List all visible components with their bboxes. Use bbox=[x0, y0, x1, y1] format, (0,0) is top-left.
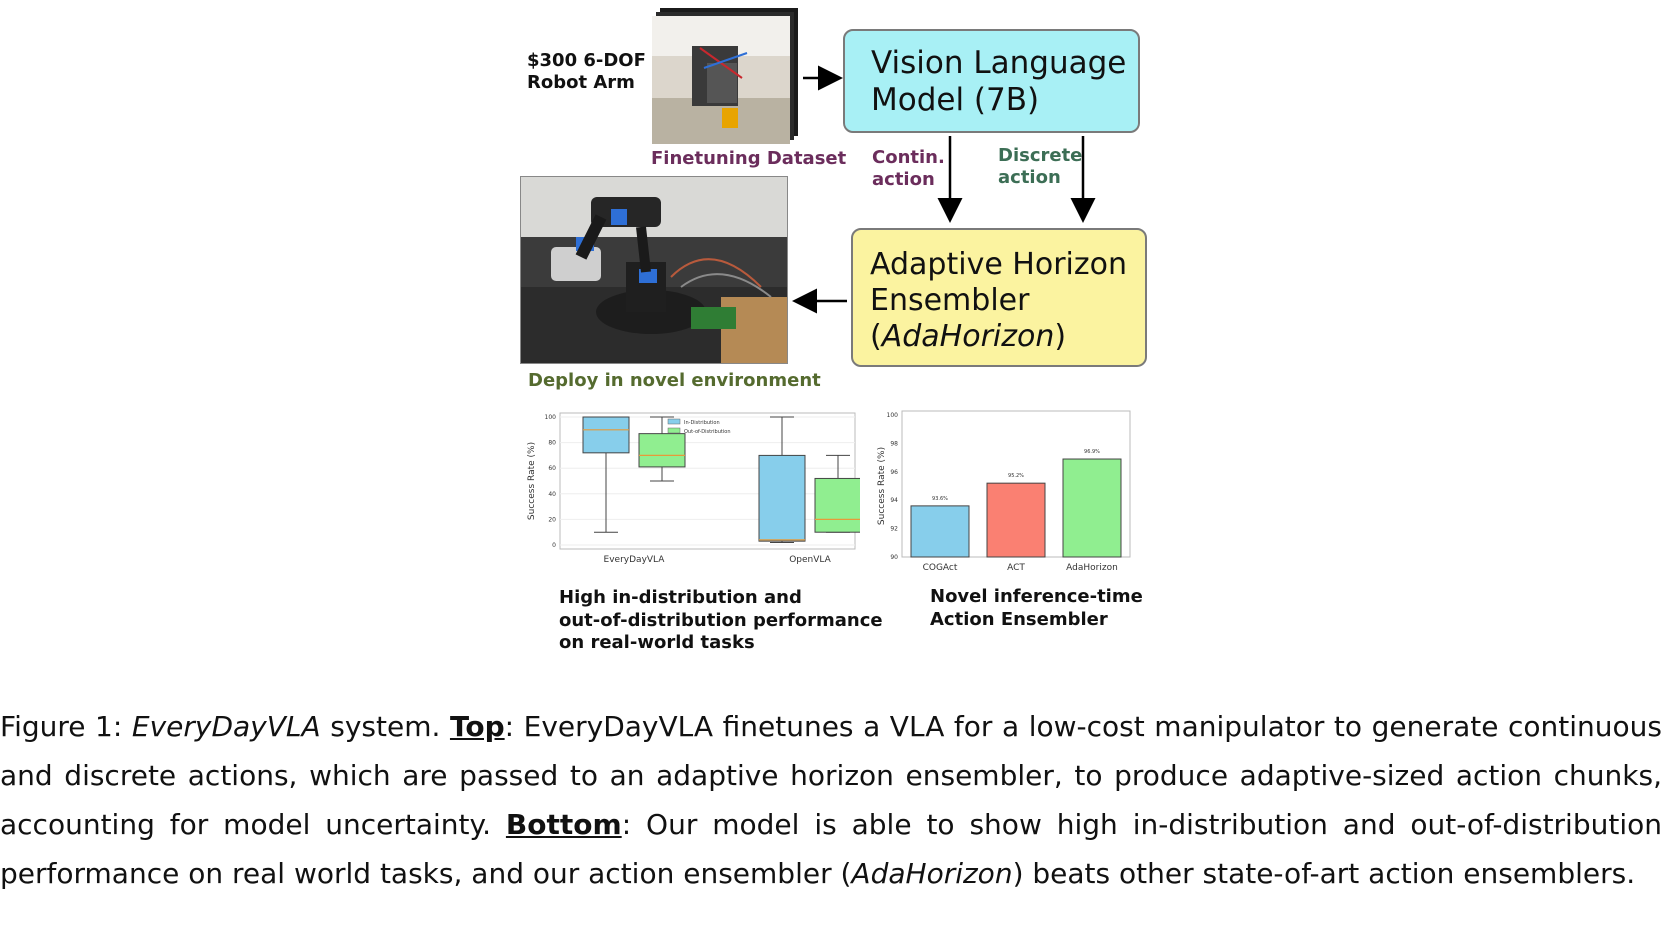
finetuning-dataset-label: Finetuning Dataset bbox=[651, 148, 847, 169]
caption-top-text: : EveryDayVLA finetunes a VLA for a low-cost manipulator to generate continuous and discrete actions, which are passed to an adaptive horizon ensembler, to produce adaptive-sized action chunks, accounting for model uncertainty. bbox=[0, 710, 1663, 841]
barchart-data-label: 95.2% bbox=[1008, 473, 1024, 480]
barchart-ytick: 96 bbox=[890, 468, 898, 476]
robot-arm-label-line1: $300 6-DOF bbox=[527, 50, 646, 71]
barchart-ytick: 92 bbox=[890, 525, 898, 533]
barchart-xtick: AdaHorizon bbox=[1066, 563, 1118, 573]
left-caption-line2: out-of-distribution performance bbox=[559, 609, 883, 631]
right-chart-caption bbox=[930, 586, 1143, 631]
boxplot-ytick: 80 bbox=[548, 439, 556, 447]
boxplot-legend-swatch bbox=[668, 428, 680, 433]
barchart-bar bbox=[911, 506, 969, 557]
figure-caption bbox=[0, 702, 1662, 898]
barchart-bar bbox=[1063, 459, 1121, 557]
caption-bottom-text-b: ) beats other state-of-art action ensemblers. bbox=[1012, 857, 1636, 890]
barchart bbox=[872, 405, 1137, 577]
boxplot-ytick: 20 bbox=[548, 516, 556, 524]
ada-close-paren: ) bbox=[1054, 319, 1067, 354]
left-caption-line3: on real-world tasks bbox=[559, 632, 755, 653]
barchart-ylabel: Success Rate (%) bbox=[877, 446, 887, 526]
barchart-ytick: 90 bbox=[890, 554, 898, 561]
boxplot-legend-label: In-Distribution bbox=[684, 420, 720, 426]
robot-arm-photo bbox=[521, 177, 787, 363]
ada-italic-name: AdaHorizon bbox=[881, 319, 1055, 354]
boxplot-box bbox=[639, 434, 685, 467]
ada-line2: Ensembler bbox=[870, 283, 1030, 318]
left-chart-caption bbox=[559, 587, 883, 655]
vlm-box bbox=[843, 29, 1140, 133]
discrete-line1: Discrete bbox=[998, 145, 1083, 166]
contin-line1: Contin. bbox=[872, 147, 945, 168]
vlm-line1: Vision Language bbox=[871, 45, 1127, 81]
caption-bottom-italic: AdaHorizon bbox=[851, 857, 1013, 890]
deploy-label: Deploy in novel environment bbox=[528, 370, 821, 391]
boxplot-ytick: 100 bbox=[544, 414, 556, 421]
boxplot-ylabel: Success Rate (%) bbox=[527, 441, 537, 521]
boxplot-chart bbox=[520, 405, 860, 575]
boxplot-box bbox=[815, 478, 860, 532]
barchart-xtick: COGAct bbox=[922, 563, 958, 573]
boxplot-legend-swatch bbox=[668, 419, 680, 424]
barchart-ytick: 100 bbox=[886, 412, 898, 419]
adahorizon-box bbox=[851, 228, 1147, 367]
boxplot-xtick: EveryDayVLA bbox=[603, 555, 665, 565]
boxplot-box bbox=[583, 417, 629, 453]
contin-action-label bbox=[872, 147, 945, 191]
barchart-data-label: 96.9% bbox=[1084, 449, 1100, 456]
contin-line2: action bbox=[872, 169, 935, 190]
right-caption-line1: Novel inference-time bbox=[930, 586, 1143, 607]
barchart-data-label: 93.6% bbox=[932, 495, 948, 502]
caption-system-name: EveryDayVLA bbox=[131, 710, 321, 743]
discrete-line2: action bbox=[998, 167, 1061, 188]
barchart-bar bbox=[987, 483, 1045, 557]
vlm-line2: Model (7B) bbox=[871, 82, 1040, 118]
ada-open-paren: ( bbox=[870, 319, 882, 354]
right-caption-line2: Action Ensembler bbox=[930, 608, 1108, 630]
caption-system-suffix: system. bbox=[320, 710, 450, 743]
boxplot-box bbox=[759, 455, 805, 541]
boxplot-ytick: 40 bbox=[548, 490, 556, 498]
ada-line1: Adaptive Horizon bbox=[870, 247, 1128, 282]
robot-arm-label-line2: Robot Arm bbox=[527, 72, 635, 93]
ada-line3 bbox=[870, 319, 1127, 355]
caption-bottom-label: Bottom bbox=[505, 808, 622, 841]
caption-prefix: Figure 1: bbox=[0, 710, 132, 743]
caption-bottom-text-a: : Our model is able to show high in-distribution and out-of-distribution performance on real world tasks, and our action ensembler ( bbox=[0, 808, 1662, 890]
caption-top-label: Top bbox=[449, 710, 505, 743]
boxplot-ytick: 60 bbox=[548, 465, 556, 473]
deploy-photo bbox=[520, 176, 788, 364]
left-caption-line1: High in-distribution and bbox=[559, 587, 802, 608]
barchart-xtick: ACT bbox=[1007, 563, 1025, 573]
boxplot-xtick: OpenVLA bbox=[789, 555, 831, 565]
discrete-action-label bbox=[998, 145, 1082, 189]
boxplot-ytick: 0 bbox=[552, 542, 556, 549]
boxplot-legend-label: Out-of-Distribution bbox=[684, 429, 731, 435]
barchart-ytick: 94 bbox=[890, 497, 898, 505]
barchart-ytick: 98 bbox=[890, 440, 898, 448]
